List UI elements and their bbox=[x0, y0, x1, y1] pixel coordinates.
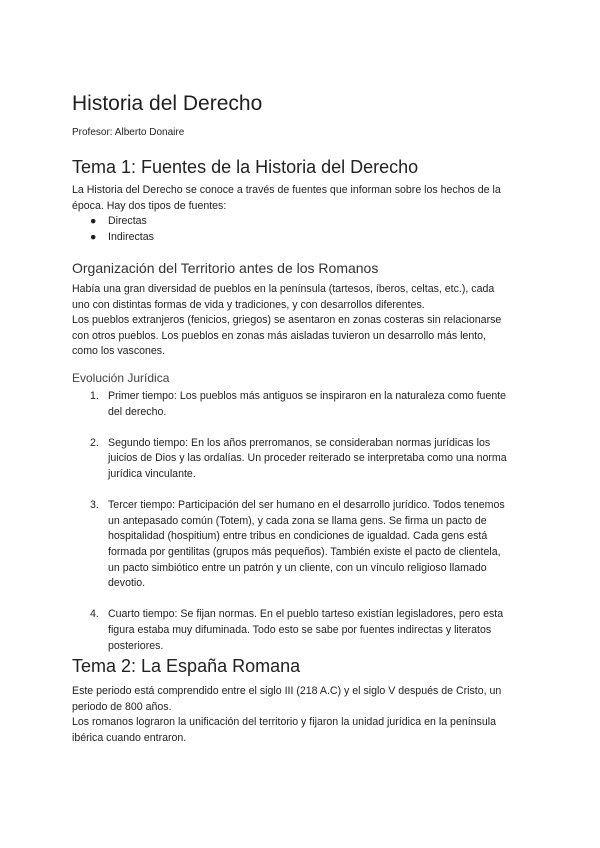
evolucion-heading: Evolución Jurídica bbox=[72, 371, 170, 385]
fuentes-list bbox=[72, 214, 154, 245]
list-number: 1. bbox=[90, 390, 99, 402]
list-number: 4. bbox=[90, 608, 99, 621]
text-line: La Historia del Derecho se conoce a través de fuentes que informan sobre los hechos de la bbox=[72, 184, 501, 196]
list-item: 1. Primer tiempo: Los pueblos más antiguos se inspiraron en la naturaleza como fuente del derecho. bbox=[90, 390, 507, 418]
text-line: Había una gran diversidad de pueblos en la península (tartesos, íberos, celtas, etc.), cada bbox=[72, 283, 495, 295]
organizacion-paragraph bbox=[72, 282, 532, 360]
text-line: como los vascones. bbox=[72, 345, 166, 358]
text-line: periodo de 800 años. bbox=[72, 700, 172, 713]
text-line: con otros pueblos. Los pueblos en zonas más aisladas tuvieron un desarrollo más lento, bbox=[72, 329, 486, 342]
text-line: ibérica cuando entraron. bbox=[72, 731, 187, 744]
organizacion-heading: Organización del Territorio antes de los Romanos bbox=[72, 260, 379, 276]
text-line: época. Hay dos tipos de fuentes: bbox=[72, 199, 227, 212]
text-line: uno con distintas formas de vida y tradiciones, y con desarrollos diferentes. bbox=[72, 298, 425, 311]
list-item: 4. Cuarto tiempo: Se fijan normas. En el pueblo tarteso existían legisladores, pero esta figura estaba muy difuminada. Todo esto se sabe por fuentes indirectas y literatos posteriores. bbox=[90, 608, 504, 652]
bullet-icon: ● bbox=[90, 215, 97, 227]
tema1-intro bbox=[72, 183, 532, 214]
list-number: 3. bbox=[90, 499, 99, 512]
bullet-icon: ● bbox=[90, 230, 97, 243]
text-line: Los pueblos extranjeros (fenicios, griegos) se asentaron en zonas costeras sin relacionarse bbox=[72, 314, 502, 327]
document-title: Historia del Derecho bbox=[72, 92, 263, 115]
tema2-heading: Tema 2: La España Romana bbox=[72, 656, 301, 676]
tema1-heading: Tema 1: Fuentes de la Historia del Derecho bbox=[72, 157, 419, 177]
evolucion-list bbox=[72, 389, 532, 670]
list-item: ● Directas bbox=[72, 214, 154, 230]
tema2-paragraph bbox=[72, 684, 532, 746]
list-item: 3. Tercer tiempo: Participación del ser humano en el desarrollo jurídico. Todos tenemos un antepasado común (Totem), y cada zona se llama gens. Se firma un pacto de hospitalidad (hospitium) entre tribus en condiciones de igualdad. Cada gens está formada por gentilitas (grupos más pequeños). También existe el pacto de clientela, un pacto simbiótico entre un patrón y un cliente, con un vínculo religioso llamado devotio. bbox=[90, 499, 505, 590]
list-number: 2. bbox=[90, 436, 99, 449]
text-line: Los romanos lograron la unificación del territorio y fijaron la unidad jurídica en la península bbox=[72, 716, 496, 729]
text-line: Este periodo está comprendido entre el siglo III (218 A.C) y el siglo V después de Cristo, un bbox=[72, 685, 502, 697]
professor-line: Profesor: Alberto Donaire bbox=[72, 127, 185, 138]
list-item: 2. Segundo tiempo: En los años prerromanos, se consideraban normas jurídicas los juicios de Dios y las ordalías. Un proceder reiterado se interpretaba como una norma jurídica vinculante. bbox=[90, 436, 507, 480]
list-item: ● Indirectas bbox=[72, 230, 154, 246]
